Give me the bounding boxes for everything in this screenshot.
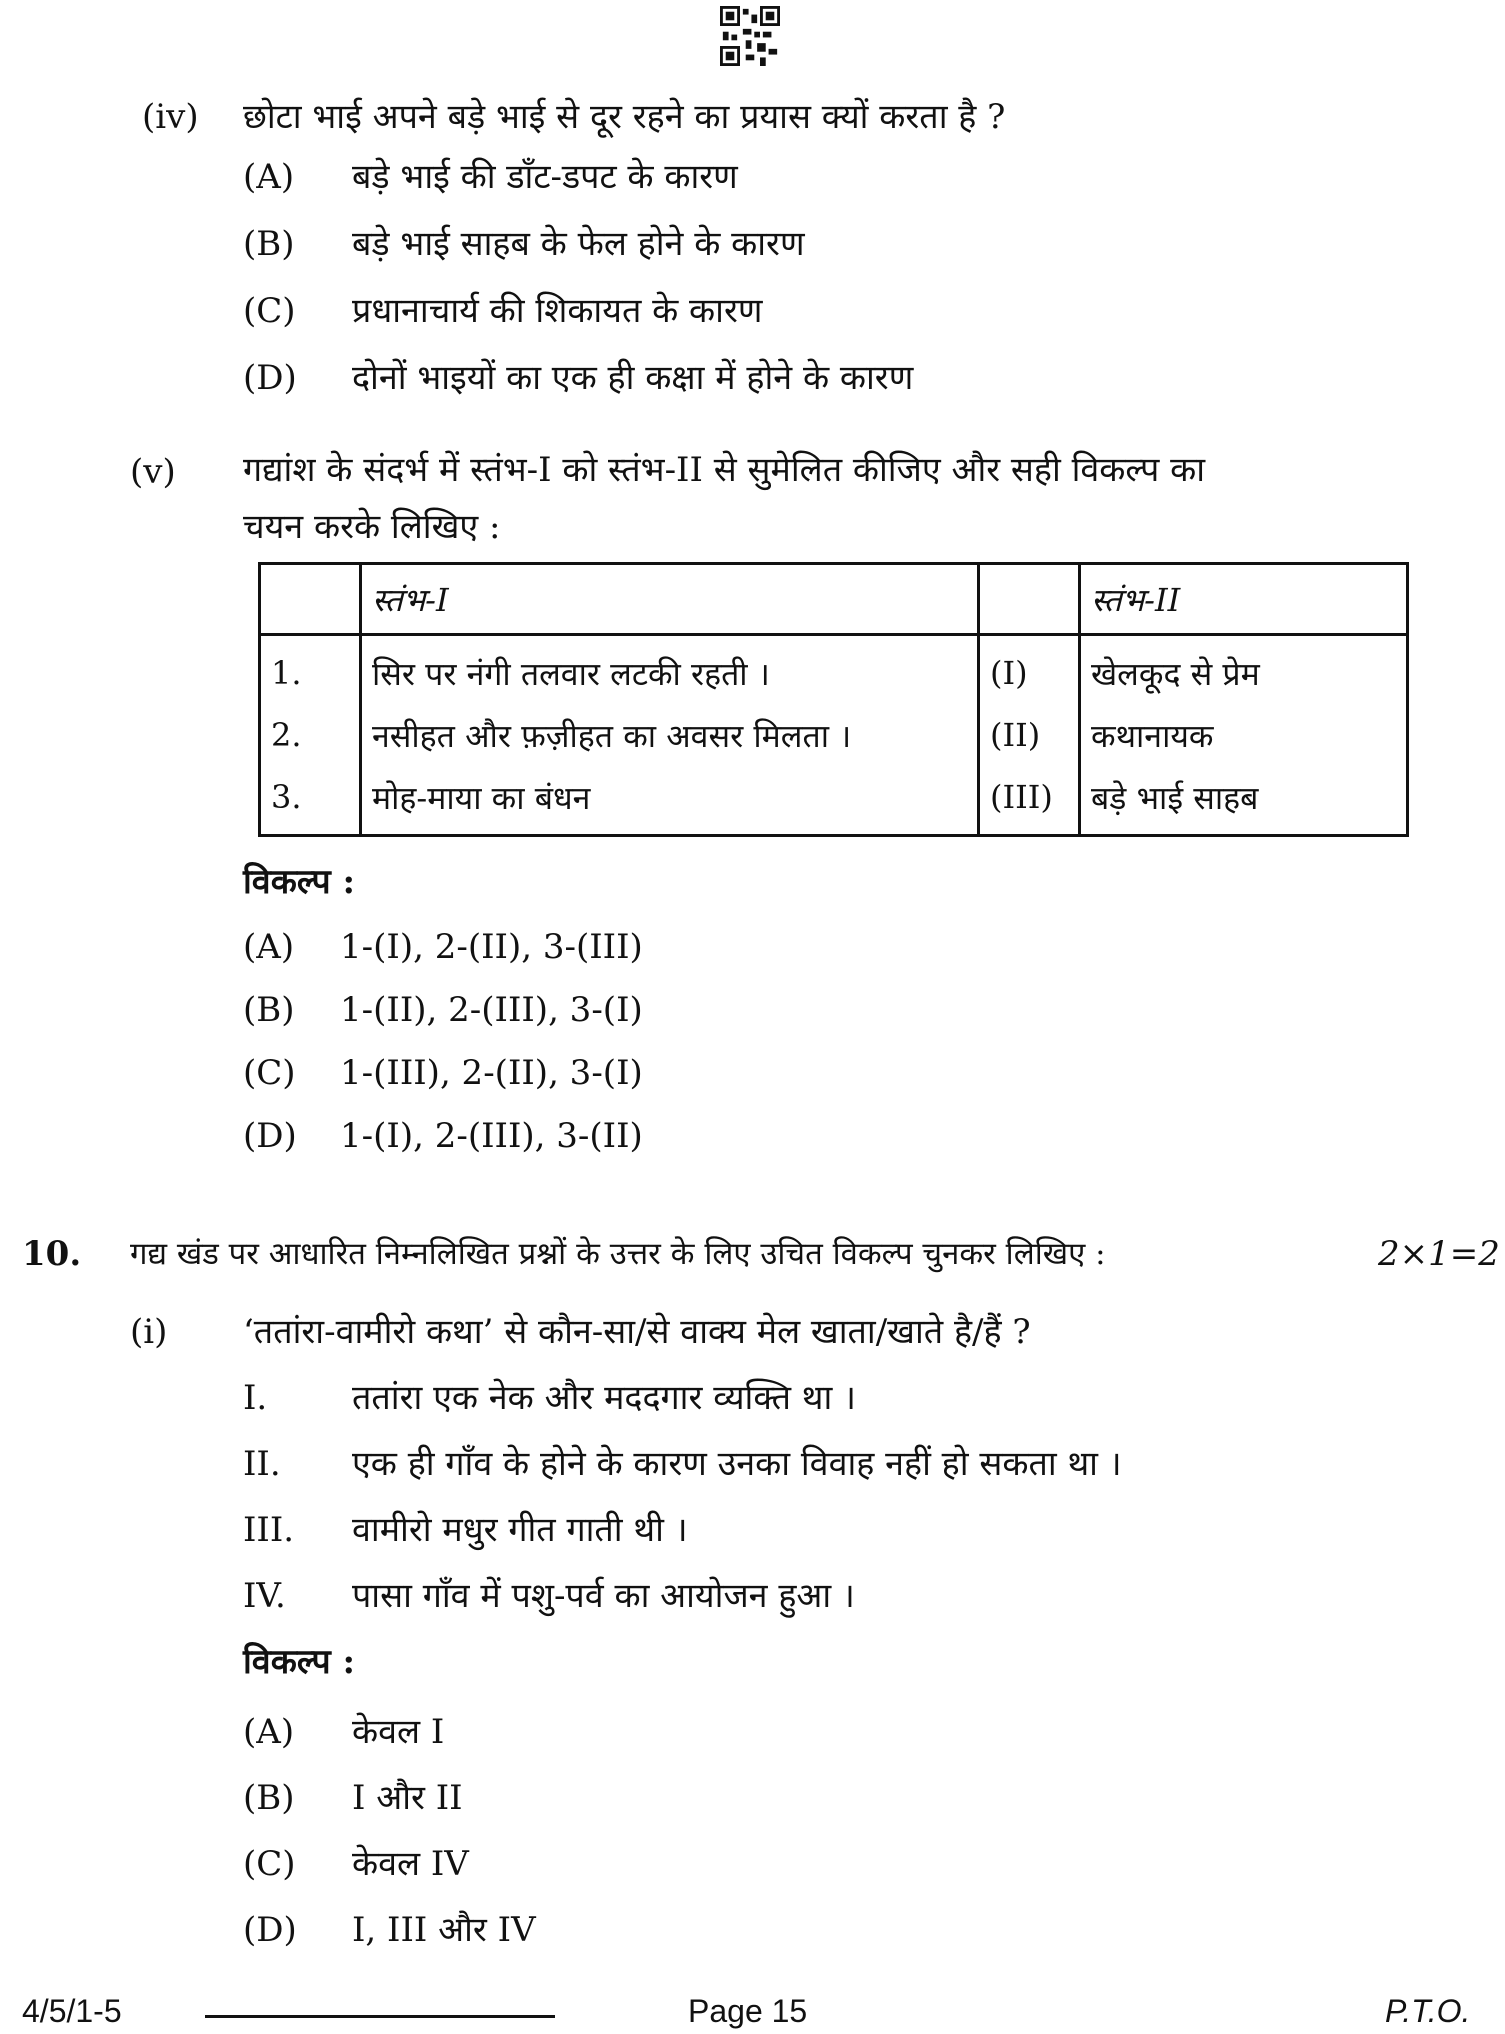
column1-header: स्तंभ-I [361, 564, 979, 635]
column2-cell: बड़े भाई साहब [1091, 778, 1259, 817]
roman-numeral: (II) [979, 704, 1080, 766]
statement-text: वामीरो मधुर गीत गाती थी । [352, 1510, 688, 1550]
question-number: (iv) [142, 97, 199, 137]
option-text: केवल I [352, 1712, 445, 1752]
option-label: (A) [243, 157, 295, 197]
table-row [260, 704, 1408, 766]
option-label: (D) [243, 1910, 297, 1950]
header-blank-cell [979, 564, 1080, 635]
column1-cell: नसीहत और फ़ज़ीहत का अवसर मिलता । [361, 704, 979, 766]
question-text-line1: गद्यांश के संदर्भ में स्तंभ-I को स्तंभ-II से सुमेलित कीजिए और सही विकल्प का [243, 450, 1206, 490]
question-number: (v) [130, 452, 176, 492]
sub-question-text: ‘ततांरा-वामीरो कथा’ से कौन-सा/से वाक्य मेल खाता/खाते है/हैं ? [243, 1312, 1031, 1352]
statement-label: II. [243, 1444, 281, 1484]
statement-text: ततांरा एक नेक और मददगार व्यक्ति था । [352, 1378, 856, 1418]
roman-numeral: (I) [979, 635, 1080, 705]
option-label: (B) [243, 224, 295, 264]
option-text: 1-(II), 2-(III), 3-(I) [340, 990, 643, 1030]
option-text: प्रधानाचार्य की शिकायत के कारण [352, 291, 763, 331]
option-text: 1-(I), 2-(II), 3-(III) [340, 927, 643, 967]
table-row [260, 766, 1408, 836]
question-number: 10. [22, 1234, 82, 1274]
header-blank-cell [260, 564, 361, 635]
option-label: (B) [243, 990, 295, 1030]
column1-cell: मोह-माया का बंधन [361, 766, 979, 836]
option-text: बड़े भाई साहब के फेल होने के कारण [352, 224, 805, 264]
question-text: छोटा भाई अपने बड़े भाई से दूर रहने का प्रयास क्यों करता है ? [243, 97, 1006, 137]
footer-divider [205, 2015, 555, 2018]
roman-numeral: (III) [979, 766, 1080, 836]
table-header-row [260, 564, 1408, 635]
option-label: (C) [243, 1844, 296, 1884]
pto-label: P.T.O. [1385, 1993, 1471, 2029]
sub-question-number: (i) [130, 1312, 168, 1352]
option-label: (D) [243, 358, 297, 398]
marks: 2×1=2 [1378, 1234, 1500, 1274]
option-text: 1-(III), 2-(II), 3-(I) [340, 1053, 643, 1093]
option-text: बड़े भाई की डाँट-डपट के कारण [352, 157, 738, 197]
table-row [260, 635, 1408, 705]
option-label: (B) [243, 1778, 295, 1818]
vikalp-heading: विकल्प : [243, 1642, 356, 1682]
option-label: (D) [243, 1116, 297, 1156]
option-label: (C) [243, 291, 296, 331]
option-text: केवल IV [352, 1844, 469, 1884]
qr-code-icon [720, 6, 780, 66]
row-number: 2. [260, 704, 361, 766]
page-number: Page 15 [688, 1993, 808, 2029]
statement-label: I. [243, 1378, 268, 1418]
row-number: 3. [260, 766, 361, 836]
option-label: (C) [243, 1053, 296, 1093]
option-text: दोनों भाइयों का एक ही कक्षा में होने के कारण [352, 358, 914, 398]
paper-code: 4/5/1-5 [22, 1993, 122, 2029]
column2-cell: खेलकूद से प्रेम [1091, 654, 1260, 693]
question-text-line2: चयन करके लिखिए : [243, 507, 501, 547]
question-text: गद्य खंड पर आधारित निम्नलिखित प्रश्नों के उत्तर के लिए उचित विकल्प चुनकर लिखिए : [130, 1236, 1106, 1272]
option-text: I, III और IV [352, 1910, 536, 1950]
statement-label: IV. [243, 1576, 286, 1616]
column1-cell: सिर पर नंगी तलवार लटकी रहती । [361, 635, 979, 705]
vikalp-heading: विकल्प : [243, 862, 356, 902]
match-table [258, 562, 1409, 837]
statement-label: III. [243, 1510, 295, 1550]
option-label: (A) [243, 927, 295, 967]
column2-header: स्तंभ-II [1080, 564, 1408, 635]
statement-text: एक ही गाँव के होने के कारण उनका विवाह नहीं हो सकता था । [352, 1444, 1122, 1484]
option-label: (A) [243, 1712, 295, 1752]
row-number: 1. [260, 635, 361, 705]
option-text: 1-(I), 2-(III), 3-(II) [340, 1116, 643, 1156]
option-text: I और II [352, 1778, 463, 1818]
statement-text: पासा गाँव में पशु-पर्व का आयोजन हुआ । [352, 1576, 855, 1616]
column2-cell: कथानायक [1091, 716, 1214, 755]
